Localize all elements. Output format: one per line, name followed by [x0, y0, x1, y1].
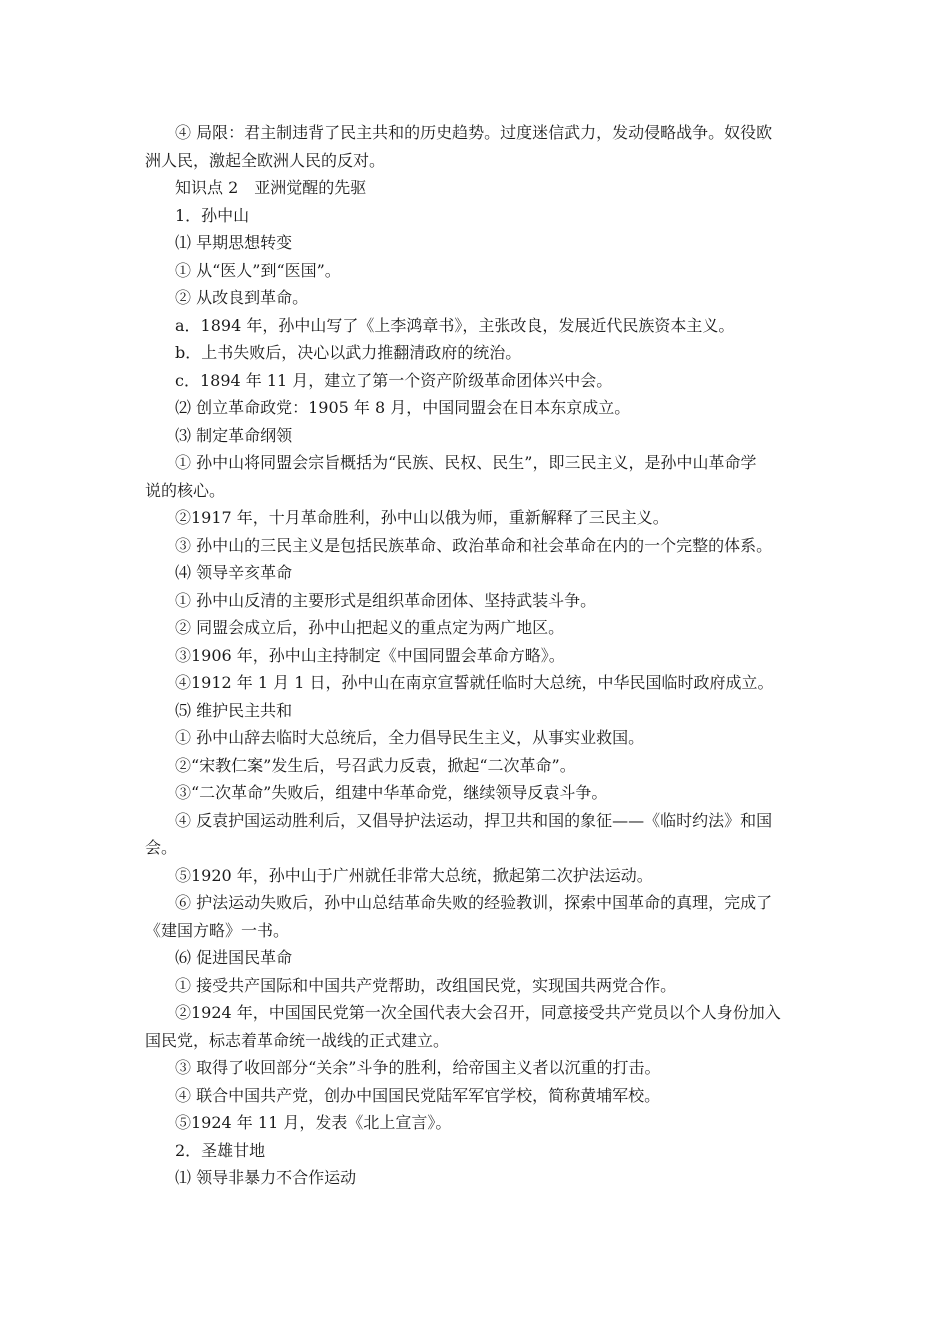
text-line: 洲人民，激起全欧洲人民的反对。: [145, 150, 386, 170]
text-line: ④1912 年 1 月 1 日，孙中山在南京宣誓就任临时大总统，中华民国临时政府成立。: [175, 673, 774, 692]
text-line: ④ 反袁护国运动胜利后，又倡导护法运动，捍卫共和国的象征——《临时约法》和国: [175, 810, 773, 830]
text-line: 《建国方略》一书。: [145, 920, 290, 940]
text-line: ⑤1924 年 11 月，发表《北上宣言》。: [175, 1113, 452, 1132]
text-line: ④ 局限：君主制违背了民主共和的历史趋势。过度迷信武力，发动侵略战争。奴役欧: [175, 123, 773, 142]
text-line: ⑹ 促进国民革命: [175, 948, 293, 967]
text-line: ① 孙中山辞去临时大总统后，全力倡导民生主义，从事实业救国。: [175, 728, 645, 747]
text-line: a．1894 年，孙中山写了《上李鸿章书》，主张改良，发展近代民族资本主义。: [175, 315, 735, 335]
text-line: ① 从“医人”到“医国”。: [175, 260, 341, 280]
text-line: b．上书失败后，决心以武力推翻清政府的统治。: [175, 343, 522, 362]
text-line: ⑥ 护法运动失败后，孙中山总结革命失败的经验教训，探索中国革命的真理，完成了: [175, 893, 773, 912]
text-line: ① 接受共产国际和中国共产党帮助，改组国民党，实现国共两党合作。: [175, 975, 677, 995]
text-line: ① 孙中山反清的主要形式是组织革命团体、坚持武装斗争。: [175, 590, 597, 610]
text-line: ② 从改良到革命。: [175, 288, 309, 307]
text-line: ③“二次革命”失败后，组建中华革命党，继续领导反袁斗争。: [175, 783, 608, 802]
text-line: ②1917 年，十月革命胜利，孙中山以俄为师，重新解释了三民主义。: [175, 508, 669, 527]
text-line: 2．圣雄甘地: [175, 1140, 266, 1160]
text-line: ⑵ 创立革命政党：1905 年 8 月，中国同盟会在日本东京成立。: [175, 398, 631, 417]
text-line: 会。: [145, 838, 178, 857]
text-line: ⑤1920 年，孙中山于广州就任非常大总统，掀起第二次护法运动。: [175, 865, 653, 885]
text-line: c．1894 年 11 月，建立了第一个资产阶级革命团体兴中会。: [175, 370, 613, 390]
document-body: [145, 119, 810, 1192]
text-line: ⑴ 早期思想转变: [175, 233, 293, 252]
text-line: ②1924 年，中国国民党第一次全国代表大会召开，同意接受共产党员以个人身份加入: [175, 1003, 781, 1022]
text-line: ②“宋教仁案”发生后，号召武力反袁，掀起“二次革命”。: [175, 755, 576, 775]
text-line: ④ 联合中国共产党，创办中国国民党陆军军官学校，简称黄埔军校。: [175, 1085, 661, 1105]
text-line: 国民党，标志着革命统一战线的正式建立。: [145, 1030, 450, 1050]
text-line: ⑴ 领导非暴力不合作运动: [175, 1168, 357, 1187]
text-line: ③ 取得了收回部分“关余”斗争的胜利，给帝国主义者以沉重的打击。: [175, 1058, 661, 1077]
text-line: 知识点 2 亚洲觉醒的先驱: [175, 178, 367, 197]
text-line: ③ 孙中山的三民主义是包括民族革命、政治革命和社会革命在内的一个完整的体系。: [175, 535, 773, 555]
text-line: ② 同盟会成立后，孙中山把起义的重点定为两广地区。: [175, 618, 565, 637]
text-line: 1．孙中山: [175, 205, 250, 225]
text-line: 说的核心。: [145, 480, 226, 500]
text-line: ⑸ 维护民主共和: [175, 700, 293, 720]
text-line: ③1906 年，孙中山主持制定《中国同盟会革命方略》。: [175, 645, 565, 665]
text-line: ⑶ 制定革命纲领: [175, 425, 293, 445]
text-line: ① 孙中山将同盟会宗旨概括为“民族、民权、民生”，即三民主义，是孙中山革命学: [175, 453, 757, 472]
text-line: ⑷ 领导辛亥革命: [175, 563, 293, 582]
